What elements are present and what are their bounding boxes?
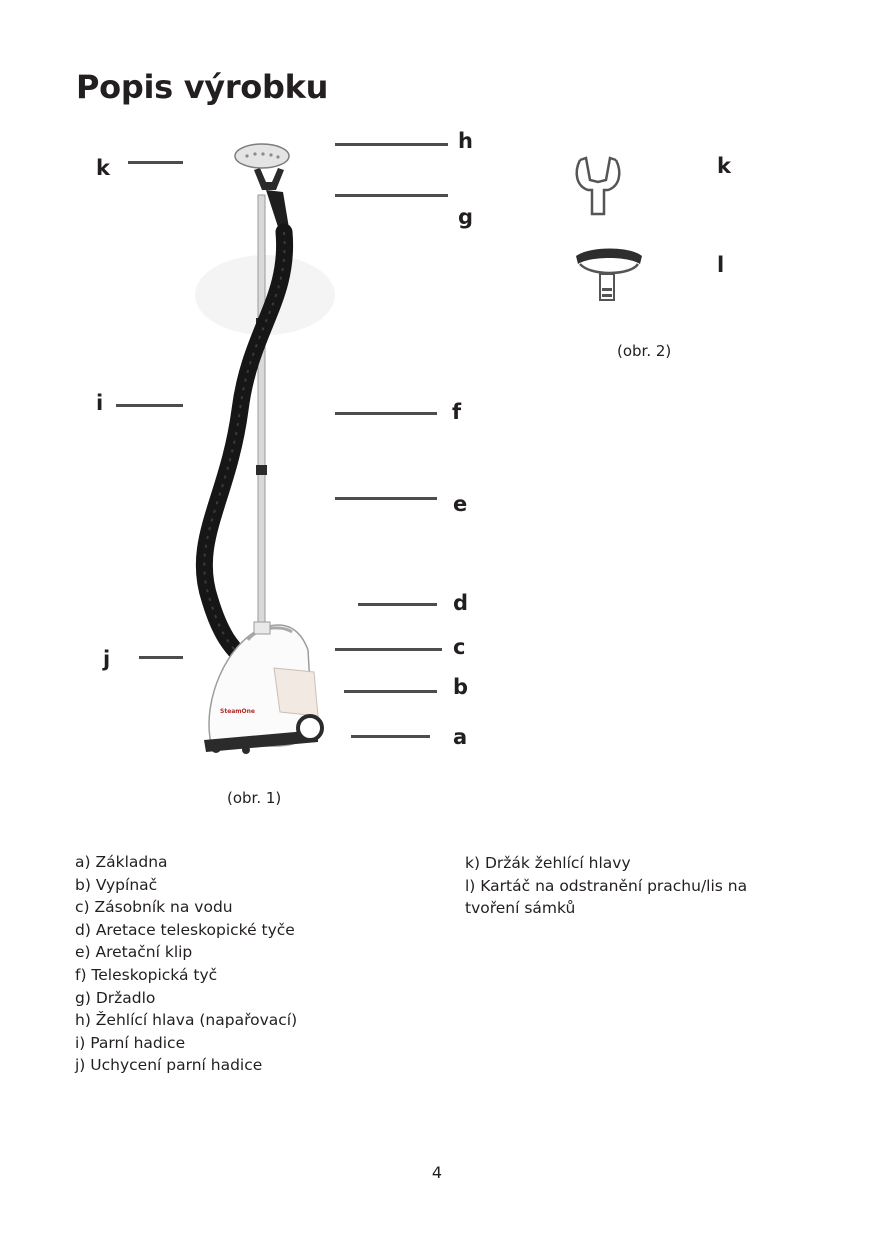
list-item: b) Vypínač (75, 875, 158, 894)
parts-list-right (465, 852, 825, 920)
label-k: k (96, 156, 110, 180)
label-f: f (452, 400, 462, 424)
list-item: a) Základna (75, 853, 168, 871)
page-number: 4 (431, 1163, 443, 1182)
list-item: h) Žehlící hlava (napařovací) (75, 1011, 298, 1030)
label-h: h (458, 129, 473, 153)
label-i: i (96, 391, 104, 415)
label-d: d (453, 591, 469, 615)
list-item: f) Teleskopická tyč (75, 965, 218, 984)
page-title: Popis výrobku (76, 68, 329, 106)
label-j: j (103, 647, 111, 671)
list-item: k) Držák žehlící hlavy (465, 854, 631, 872)
list-item: d) Aretace teleskopické tyče (75, 920, 295, 939)
list-item: tvoření sámků (465, 899, 576, 918)
list-item: g) Držadlo (75, 988, 156, 1007)
list-item: c) Zásobník na vodu (75, 898, 233, 917)
list-item: e) Aretační klip (75, 943, 193, 962)
label-g: g (458, 205, 474, 229)
list-item: j) Uchycení parní hadice (75, 1056, 263, 1075)
fig2-label-l: l (717, 253, 725, 277)
label-a: a (453, 725, 468, 749)
label-c: c (453, 635, 466, 659)
figure1-caption: (obr. 1) (227, 789, 282, 807)
label-b: b (453, 675, 469, 699)
list-item: l) Kartáč na odstranění prachu/lis na (465, 876, 748, 895)
label-e: e (453, 492, 468, 516)
fig2-label-k: k (717, 154, 731, 178)
parts-list-left (75, 851, 435, 1077)
list-item: i) Parní hadice (75, 1033, 186, 1052)
brand-mark: SteamOne (220, 708, 256, 715)
figure2-caption: (obr. 2) (617, 342, 672, 360)
